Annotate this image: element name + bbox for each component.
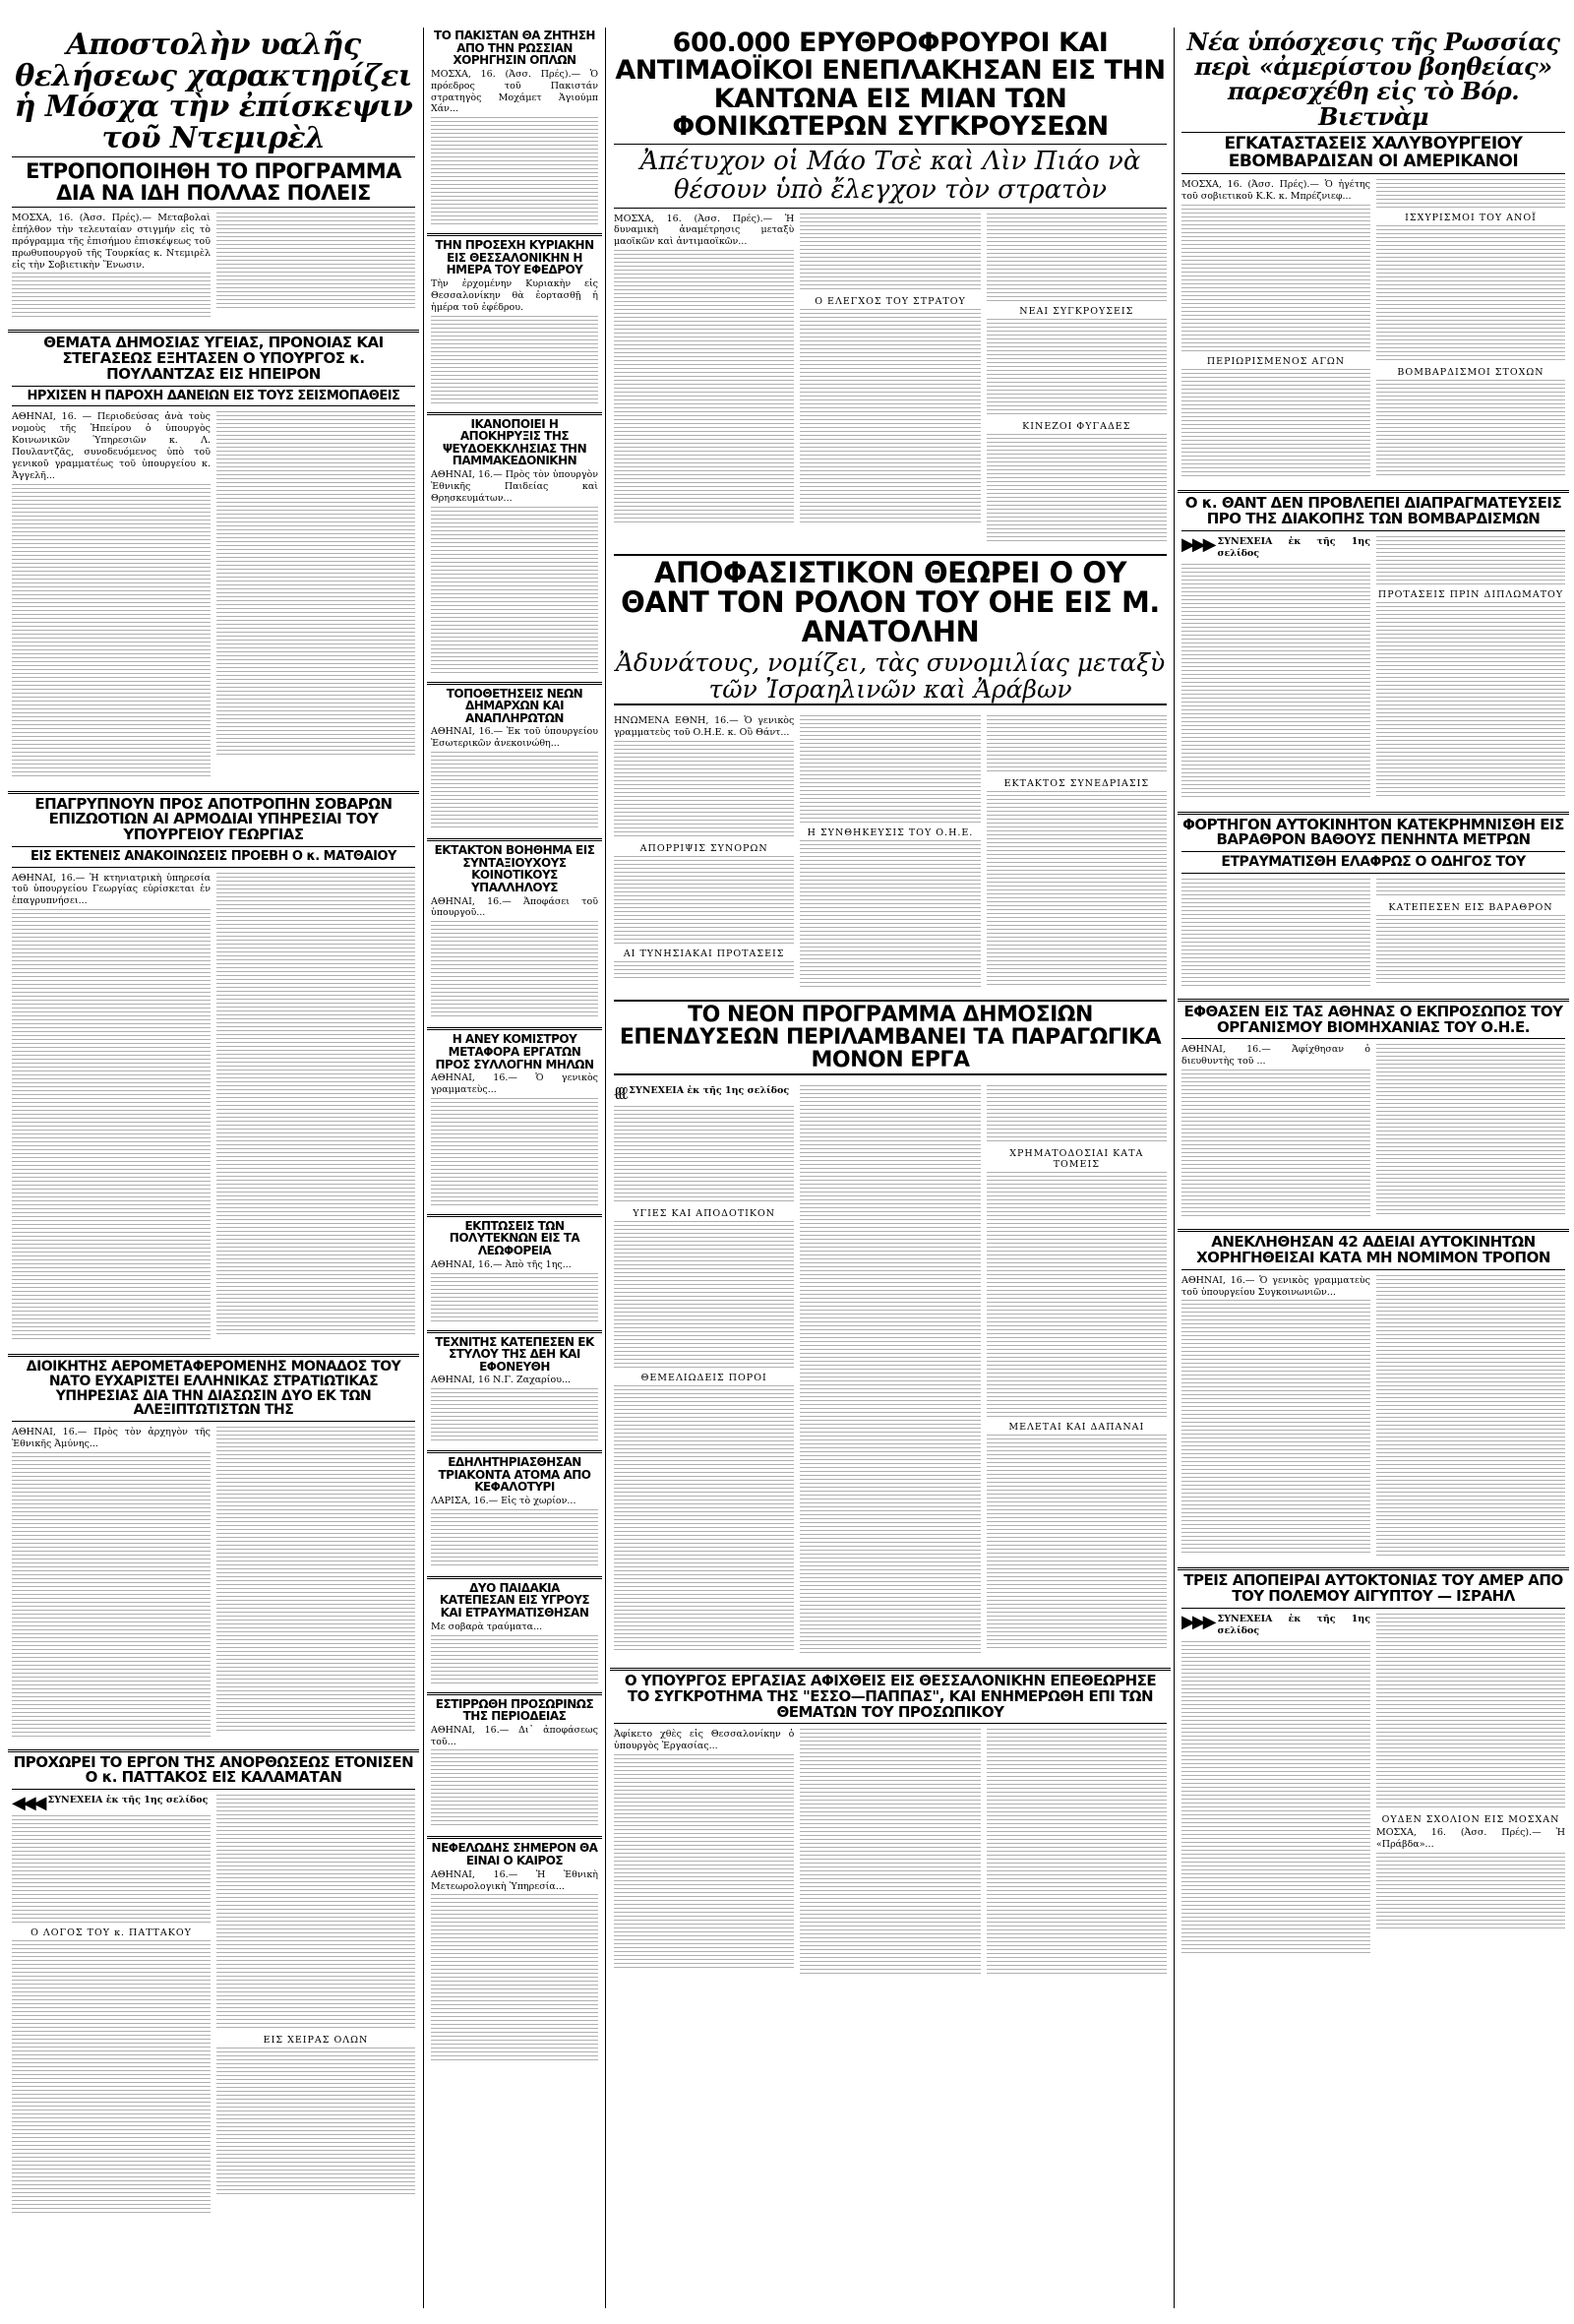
continued-label: ΣΥΝΕΧΕΙΑ ἐκ τῆς 1ης σελίδος	[1217, 535, 1370, 559]
headline: ΙΚΑΝΟΠΟΙΕΙ Η ΑΠΟΚΗΡΥΞΙΣ ΤΗΣ ΨΕΥΔΟΕΚΚΛΗΣΙΑΣ ΤΗΝ ΠΑΜΜΑΚΕΔΟΝΙΚΗΝ	[442, 416, 587, 468]
subheadline: ΕΓΚΑΤΑΣΤΑΣΕΙΣ ΧΑΛΥΒΟΥΡΓΕΙΟΥ ΕΒΟΜΒΑΡΔΙΣΑΝ ΟΙ ΑΜΕΡΙΚΑΝΟΙ	[1224, 133, 1523, 171]
section-subhead: ΜΕΛΕΤΑΙ ΚΑΙ ΔΑΠΑΝΑΙ	[1008, 1422, 1145, 1434]
article-truck-ravine	[1181, 815, 1565, 991]
headline: Ο κ. ΘΑΝΤ ΔΕΝ ΠΡΟΒΛΕΠΕΙ ΔΙΑΠΡΑΓΜΑΤΕΥΣΕΙΣ ΠΡΟ ΤΗΣ ΔΙΑΚΟΠΗΣ ΤΩΝ ΒΟΜΒΑΡΔΙΣΜΩΝ	[1184, 494, 1562, 528]
article-lead: ΗΝΩΜΕΝΑ ΕΘΝΗ, 16.— Ὁ γενικὸς γραμματεὺς τοῦ Ο.Η.Ε. κ. Οὒ Θάντ...	[614, 714, 795, 738]
continued-ornament-icon: ▶▶▶	[1181, 1611, 1214, 1632]
article-lead: ΜΟΣΧΑ, 16. (Ἀσσ. Πρές).— Μεταβολαὶ ἐπήλθον τὴν τελευταίαν στιγμήν εἰς τὸ πρόγραμμα τῆς ἐπισήμου ἐπισκέψεως τοῦ πρωθυπουργοῦ τῆς Τουρκίας κ. Ντεμιρὲλ εἰς τὴν Σοβιετικὴν Ἕνωσιν.	[12, 213, 211, 271]
subheadline: ΕΤΡΑΥΜΑΤΙΣΘΗ ΕΛΑΦΡΩΣ Ο ΟΔΗΓΟΣ ΤΟΥ	[1221, 854, 1526, 871]
article-lead: ΜΟΣΧΑ, 16. (Ἀσσ. Πρές).— Ἡ «Πράβδα»...	[1376, 1826, 1565, 1850]
column-rule	[605, 28, 606, 2308]
section-subhead: ΚΙΝΕΖΟΙ ΦΥΓΑΔΕΣ	[1022, 420, 1131, 432]
article-cheese-poisoning	[431, 1456, 598, 1568]
article-free-transport	[431, 1033, 598, 1206]
article-mayors	[431, 688, 598, 831]
headline: ΕΦΘΑΣΕΝ ΕΙΣ ΤΑΣ ΑΘΗΝΑΣ Ο ΕΚΠΡΟΣΩΠΟΣ ΤΟΥ ΟΡΓΑΝΙΣΜΟΥ ΒΙΟΜΗΧΑΝΙΑΣ ΤΟΥ Ο.Η.Ε.	[1183, 1002, 1563, 1036]
continued-label: ΣΥΝΕΧΕΙΑ ἐκ τῆς 1ης σελίδος	[47, 1795, 209, 1806]
article-red-guards-canton	[614, 30, 1167, 546]
section-subhead: ΕΚΤΑΚΤΟΣ ΣΥΝΕΔΡΙΑΣΙΣ	[1003, 777, 1150, 789]
article-pakistan-arms	[431, 30, 598, 225]
section-subhead: ΝΕΑΙ ΣΥΓΚΡΟΥΣΕΙΣ	[1019, 305, 1134, 317]
section-subhead: ΟΥΔΕΝ ΣΧΟΛΙΟΝ ΕΙΣ ΜΟΣΧΑΝ	[1381, 1813, 1560, 1825]
subheadline: ΗΡΧΙΣΕΝ Η ΠΑΡΟΧΗ ΔΑΝΕΙΩΝ ΕΙΣ ΤΟΥΣ ΣΕΙΣΜΟΠΑΘΕΙΣ	[27, 388, 400, 403]
article-pensioners	[431, 844, 598, 1019]
article-pattakos-kalamata	[12, 1752, 415, 2221]
column-rule	[1174, 28, 1175, 2308]
article-lead: ΑΘΗΝΑΙ, 16.— Ὁ γενικὸς γραμματεὺς τοῦ ὑπουργείου Συγκοινωνιῶν...	[1181, 1274, 1370, 1298]
column-2	[427, 28, 602, 2308]
article-public-investments	[614, 1000, 1167, 1075]
continued-label: ΣΥΝΕΧΕΙΑ ἐκ τῆς 1ης σελίδος	[629, 1085, 790, 1097]
article-lead: ΑΘΗΝΑΙ, 16.— Ἡ Ἐθνικὴ Μετεωρολογικὴ Ὑπηρεσία...	[431, 1868, 598, 1892]
section-subhead: Ο ΕΛΕΓΧΟΣ ΤΟΥ ΣΤΡΑΤΟΥ	[815, 295, 966, 307]
article-un-industry	[1181, 1002, 1565, 1221]
section-subhead: ΑΙ ΤΥΝΗΣΙΑΚΑΙ ΠΡΟΤΑΣΕΙΣ	[623, 948, 785, 959]
headline: ΕΣΤΙΡΡΩΘΗ ΠΡΟΣΩΡΙΝΩΣ ΤΗΣ ΠΕΡΙΟΔΕΙΑΣ	[435, 1696, 594, 1724]
headline: ΤΟ ΠΑΚΙΣΤΑΝ ΘΑ ΖΗΤΗΣΗ ΑΠΟ ΤΗΝ ΡΩΣΣΙΑΝ ΧΟΡΗΓΗΣΙΝ ΟΠΛΩΝ	[434, 29, 595, 68]
headline: ΤΗΝ ΠΡΟΣΕΧΗ ΚΥΡΙΑΚΗΝ ΕΙΣ ΘΕΣΣΑΛΟΝΙΚΗΝ Η ΗΜΕΡΑ ΤΟΥ ΕΦΕΔΡΟΥ	[435, 238, 594, 277]
subheadline: Ἀδυνάτους, νομίζει, τὰς συνομιλίας μεταξὺ τῶν Ἰσραηλινῶν καὶ Ἀράβων	[615, 647, 1166, 704]
article-lead: ΑΘΗΝΑΙ, 16.— Ἡ κτηνιατρικὴ ὑπηρεσία τοῦ ὑπουργείου Γεωργίας εὑρίσκεται ἐν ἐπαγρυπνήσει...	[12, 872, 211, 907]
article-tour-suspended	[431, 1698, 598, 1829]
continued-ornament-icon: ▶▶▶	[1181, 533, 1214, 555]
headline: ΦΟΡΤΗΓΟΝ ΑΥΤΟΚΙΝΗΤΟΝ ΚΑΤΕΚΡΗΜΝΙΣΘΗ ΕΙΣ ΒΑΡΑΘΡΟΝ ΒΑΘΟΥΣ ΠΕΝΗΝΤΑ ΜΕΤΡΩΝ	[1182, 815, 1564, 849]
article-bus-discounts	[431, 1220, 598, 1322]
article-weather	[431, 1842, 598, 2061]
column-rule	[423, 28, 424, 2308]
section-subhead: ΠΡΟΤΑΣΕΙΣ ΠΡΙΝ ΔΙΠΛΩΜΑΤΟΥ	[1377, 588, 1564, 600]
article-two-children	[431, 1582, 598, 1684]
continued-label: ΣΥΝΕΧΕΙΑ ἐκ τῆς 1ης σελίδος	[1217, 1613, 1370, 1636]
column-1	[8, 28, 419, 2308]
article-demirel-moscow	[12, 30, 415, 322]
subheadline: Ἀπέτυχον οἱ Μάο Τσὲ καὶ Λὶν Πιάο νὰ θέσουν ὑπὸ ἔλεγχον τὸν στρατὸν	[639, 147, 1141, 205]
article-pseudochurch	[431, 418, 598, 674]
headline: ΝΕΦΕΛΩΔΗΣ ΣΗΜΕΡΟΝ ΘΑ ΕΙΝΑΙ Ο ΚΑΙΡΟΣ	[431, 1841, 598, 1868]
subheadline: ΕΙΣ ΕΚΤΕΝΕΙΣ ΑΝΑΚΟΙΝΩΣΕΙΣ ΠΡΟΕΒΗ Ο κ. ΜΑΤΘΑΙΟΥ	[30, 848, 396, 864]
headline: Ο ΥΠΟΥΡΓΟΣ ΕΡΓΑΣΙΑΣ ΑΦΙΧΘΕΙΣ ΕΙΣ ΘΕΣΣΑΛΟΝΙΚΗΝ ΕΠΕΘΕΩΡΗΣΕ ΤΟ ΣΥΓΚΡΟΤΗΜΑ ΤΗΣ "ΕΣΣΟ—ΠΑΠΠΑΣ", ΚΑΙ ΕΝΗΜΕΡΩΘΗ ΕΠΙ ΤΩΝ ΘΕΜΑΤΩΝ ΤΟΥ ΠΡΟΣΩΠΙΚΟΥ	[624, 1672, 1157, 1721]
article-lead: ΑΘΗΝΑΙ, 16.— Ἀποφάσει τοῦ ὑπουργοῦ...	[431, 895, 598, 919]
article-lead: ΑΘΗΝΑΙ, 16 Ν.Γ. Ζαχαρίου...	[431, 1375, 572, 1386]
headline: Αποστολὴν υαλῆς θελήσεως χαρακτηρίζει ἡ Μόσχα τὴν ἐπίσκεψιν τοῦ Ντεμιρὲλ	[14, 28, 413, 155]
headline: ΤΟ ΝΕΟΝ ΠΡΟΓΡΑΜΜΑ ΔΗΜΟΣΙΩΝ ΕΠΕΝΔΥΣΕΩΝ ΠΕΡΙΛΑΜΒΑΝΕΙ ΤΑ ΠΑΡΑΓΩΓΙΚΑ ΜΟΝΟΝ ΕΡΓΑ	[619, 1002, 1162, 1073]
headline: ΑΠΟΦΑΣΙΣΤΙΚΟΝ ΘΕΩΡΕΙ Ο ΟΥ ΘΑΝΤ ΤΟΝ ΡΟΛΟΝ ΤΟΥ ΟΗΕ ΕΙΣ Μ. ΑΝΑΤΟΛΗΝ	[621, 555, 1160, 649]
article-amer-suicide	[1181, 1573, 1565, 1959]
article-lead: ΑΘΗΝΑΙ, 16.— Ἐκ τοῦ ὑπουργείου Ἐσωτερικῶν ἀνεκοινώθη...	[431, 726, 598, 750]
subheadline: ΕΤΡΟΠΟΠΟΙΗΘΗ ΤΟ ΠΡΟΓΡΑΜΜΑ ΔΙΑ ΝΑ ΙΔΗ ΠΟΛΛΑΣ ΠΟΛΕΙΣ	[26, 159, 401, 206]
headline: ΤΟΠΟΘΕΤΗΣΕΙΣ ΝΕΩΝ ΔΗΜΑΡΧΩΝ ΚΑΙ ΑΝΑΠΛΗΡΩΤΩΝ	[446, 686, 583, 725]
section-subhead: ΚΑΤΕΠΕΣΕΝ ΕΙΣ ΒΑΡΑΘΡΟΝ	[1388, 901, 1553, 913]
section-subhead: ΧΡΗΜΑΤΟΔΟΣΙΑΙ ΚΑΤΑ ΤΟΜΕΙΣ	[1009, 1148, 1144, 1171]
headline: ΕΚΠΤΩΣΕΙΣ ΤΩΝ ΠΟΛΥΤΕΚΝΩΝ ΕΙΣ ΤΑ ΛΕΩΦΟΡΕΙΑ	[449, 1218, 580, 1258]
headline: 600.000 ΕΡΥΘΡΟΦΡΟΥΡΟΙ ΚΑΙ ΑΝΤΙΜΑΟΪΚΟΙ ΕΝΕΠΛΑΚΗΣΑΝ ΕΙΣ ΤΗΝ ΚΑΝΤΩΝΑ ΕΙΣ ΜΙΑΝ ΤΩΝ ΦΟΝΙΚΩΤΕΡΩΝ ΣΥΓΚΡΟΥΣΕΩΝ	[615, 28, 1166, 143]
article-lead: ΜΟΣΧΑ, 16. (Ἀσσ. Πρές).— Ὁ πρόεδρος τοῦ Πακιστάν στρατηγὸς Μοχάμετ Ἀγιούμπ Χάν...	[431, 68, 598, 115]
article-lead: ΛΑΡΙΣΑ, 16.— Εἰς τὸ χωρίον...	[431, 1495, 576, 1506]
headline: Νέα ὑπόσχεσις τῆς Ρωσσίας περὶ «ἀμερίστου βοηθείας» παρεσχέθη εἰς τὸ Βόρ. Βιετνὰμ	[1186, 28, 1560, 131]
article-reservist-day	[431, 239, 598, 403]
section-subhead: ΥΓΙΕΣ ΚΑΙ ΑΠΟΔΟΤΙΚΟΝ	[633, 1208, 776, 1220]
article-lead: ΜΟΣΧΑ, 16. (Ἀσσ. Πρές).— Ὁ ἡγέτης τοῦ σοβιετικοῦ Κ.Κ. κ. Μπρέζνιεφ...	[1181, 179, 1370, 203]
article-lead: Με σοβαρὰ τραύματα...	[431, 1621, 543, 1632]
continued-ornament-icon: ℓℓℓ	[614, 1083, 626, 1105]
article-car-licenses	[1181, 1235, 1565, 1560]
headline: ΠΡΟΧΩΡΕΙ ΤΟ ΕΡΓΟΝ ΤΗΣ ΑΝΟΡΘΩΣΕΩΣ ΕΤΟΝΙΣΕΝ Ο κ. ΠΑΤΤΑΚΟΣ ΕΙΣ ΚΑΛΑΜΑΤΑΝ	[13, 1752, 414, 1787]
article-health-ministry	[12, 336, 415, 782]
article-thant-bombing	[1181, 496, 1565, 803]
section-subhead: ΠΕΡΙΩΡΙΣΜΕΝΟΣ ΑΓΩΝ	[1206, 356, 1346, 368]
article-lead: ΑΘΗΝΑΙ, 16.— Δι᾽ ἀποφάσεως τοῦ...	[431, 1724, 598, 1747]
section-subhead: Ο ΛΟΓΟΣ ΤΟΥ κ. ΠΑΤΤΑΚΟΥ	[30, 1927, 192, 1939]
headline: ΔΥΟ ΠΑΙΔΑΚΙΑ ΚΑΤΕΠΕΣΑΝ ΕΙΣ ΥΓΡΟΥΣ ΚΑΙ ΕΤΡΑΥΜΑΤΙΣΘΗΣΑΝ	[439, 1580, 590, 1621]
article-lead: ΑΘΗΝΑΙ, 16.— Ἀφίχθησαν ὁ διευθυντὴς τοῦ ...	[1181, 1044, 1370, 1068]
article-agriculture-ministry	[12, 794, 415, 1347]
article-lead: Τὴν ἐρχομένην Κυριακὴν εἰς Θεσσαλονίκην θὰ ἑορτασθῇ ἡ ἡμέρα τοῦ ἐφέδρου.	[431, 278, 598, 313]
section-subhead: Η ΣΥΝΘΗΚΕΥΣΙΣ ΤΟΥ Ο.Η.Ε.	[807, 826, 974, 838]
headline: ΕΔΗΛΗΤΗΡΙΑΣΘΗΣΑΝ ΤΡΙΑΚΟΝΤΑ ΑΤΟΜΑ ΑΠΟ ΚΕΦΑΛΟΤΥΡΙ	[438, 1455, 591, 1495]
headline: ΕΚΤΑΚΤΟΝ ΒΟΗΘΗΜΑ ΕΙΣ ΣΥΝΤΑΞΙΟΥΧΟΥΣ ΚΟΙΝΟΤΙΚΟΥΣ ΥΠΑΛΛΗΛΟΥΣ	[434, 843, 595, 894]
headline: ΔΙΟΙΚΗΤΗΣ ΑΕΡΟΜΕΤΑΦΕΡΟΜΕΝΗΣ ΜΟΝΑΔΟΣ ΤΟΥ ΝΑΤΟ ΕΥΧΑΡΙΣΤΕΙ ΕΛΛΗΝΙΚΑΣ ΣΤΡΑΤΙΩΤΙΚΑΣ ΥΠΗΡΕΣΙΑΣ ΔΙΑ ΤΗΝ ΔΙΑΣΩΣΙΝ ΔΥΟ ΕΚ ΤΩΝ ΑΛΕΞΙΠΤΩΤΙΣΤΩΝ ΤΗΣ	[26, 1359, 401, 1419]
column-3	[610, 28, 1171, 2308]
section-subhead: ΒΟΜΒΑΡΔΙΣΜΟΙ ΣΤΟΧΩΝ	[1397, 367, 1544, 379]
article-lead: ΑΘΗΝΑΙ, 16. — Περιοδεύσας ἀνὰ τοὺς νομοὺς τῆς Ἠπείρου ὁ ὑπουργὸς Κοινωνικῶν Ὑπηρεσιῶν κ. Λ. Πουλαντζᾶς, συνοδευόμενος ὑπὸ τοῦ γενικοῦ γραμματέως τοῦ ὑπουργείου κ. Ἀγγελῆ...	[12, 411, 211, 481]
headline: ΘΕΜΑΤΑ ΔΗΜΟΣΙΑΣ ΥΓΕΙΑΣ, ΠΡΟΝΟΙΑΣ ΚΑΙ ΣΤΕΓΑΣΕΩΣ ΕΞΗΤΑΣΕΝ Ο ΥΠΟΥΡΓΟΣ κ. ΠΟΥΛΑΝΤΖΑΣ ΕΙΣ ΗΠΕΙΡΟΝ	[43, 334, 384, 383]
section-subhead: ΕΙΣ ΧΕΙΡΑΣ ΟΛΩΝ	[263, 2035, 369, 2047]
article-lead: Ἀφίκετο χθὲς εἰς Θεσσαλονίκην ὁ ὑπουργὸς Ἐργασίας...	[614, 1729, 795, 1752]
article-lead: ΜΟΣΧΑ, 16. (Ἀσσ. Πρές).— Ἡ δυναμικὴ ἀναμέτρησις μεταξὺ μαοϊκῶν καὶ ἀντιμαοϊκῶν...	[614, 213, 795, 248]
article-nato-unit	[12, 1360, 415, 1742]
article-lead: ΑΘΗΝΑΙ, 16.— Ἀπὸ τῆς 1ης...	[431, 1258, 572, 1270]
headline: ΤΕΧΝΙΤΗΣ ΚΑΤΕΠΕΣΕΝ ΕΚ ΣΤΥΛΟΥ ΤΗΣ ΔΕΗ ΚΑΙ ΕΦΟΝΕΥΘΗ	[435, 1334, 594, 1374]
section-subhead: ΙΣΧΥΡΙΣΜΟΙ ΤΟΥ ΑΝΟΪ	[1405, 213, 1537, 224]
section-subhead: ΘΕΜΕΛΙΩΔΕΙΣ ΠΟΡΟΙ	[640, 1373, 767, 1384]
article-u-thant-middle-east	[614, 554, 1167, 705]
headline: Η ΑΝΕΥ ΚΟΜΙΣΤΡΟΥ ΜΕΤΑΦΟΡΑ ΕΡΓΑΤΩΝ ΠΡΟΣ ΣΥΛΛΟΓΗΝ ΜΗΛΩΝ	[435, 1032, 594, 1071]
article-labour-minister	[614, 1674, 1167, 1979]
article-lead: ΑΘΗΝΑΙ, 16.— Πρὸς τὸν ὑπουργὸν Ἐθνικῆς Παιδείας καὶ Θρησκευμάτων...	[431, 469, 598, 504]
column-4	[1178, 28, 1569, 2308]
headline: ΕΠΑΓΡΥΠΝΟΥΝ ΠΡΟΣ ΑΠΟΤΡΟΠΗΝ ΣΟΒΑΡΩΝ ΕΠΙΖΩΟΤΙΩΝ ΑΙ ΑΡΜΟΔΙΑΙ ΥΠΗΡΕΣΙΑΙ ΤΟΥ ΥΠΟΥΡΓΕΙΟΥ ΓΕΩΡΓΙΑΣ	[34, 794, 393, 844]
article-russia-vietnam	[1181, 30, 1565, 482]
headline: ΑΝΕΚΛΗΘΗΣΑΝ 42 ΑΔΕΙΑΙ ΑΥΤΟΚΙΝΗΤΩΝ ΧΟΡΗΓΗΘΕΙΣΑΙ ΚΑΤΑ ΜΗ ΝΟΜΙΜΟΝ ΤΡΟΠΟΝ	[1196, 1233, 1550, 1266]
continued-ornament-icon: ◀◀◀	[12, 1793, 44, 1814]
headline: ΤΡΕΙΣ ΑΠΟΠΕΙΡΑΙ ΑΥΤΟΚΤΟΝΙΑΣ ΤΟΥ ΑΜΕΡ ΑΠΟ ΤΟΥ ΠΟΛΕΜΟΥ ΑΙΓΥΠΤΟΥ — ΙΣΡΑΗΛ	[1183, 1571, 1563, 1606]
article-technician-fall	[431, 1336, 598, 1443]
section-subhead: ΑΠΟΡΡΙΨΙΣ ΣΥΝΟΡΩΝ	[639, 842, 768, 854]
article-lead: ΑΘΗΝΑΙ, 16.— Ὁ γενικὸς γραμματεὺς...	[431, 1072, 598, 1095]
article-lead: ΑΘΗΝΑΙ, 16.— Πρὸς τὸν ἀρχηγὸν τῆς Ἐθνικῆς Ἀμύνης...	[12, 1426, 211, 1449]
